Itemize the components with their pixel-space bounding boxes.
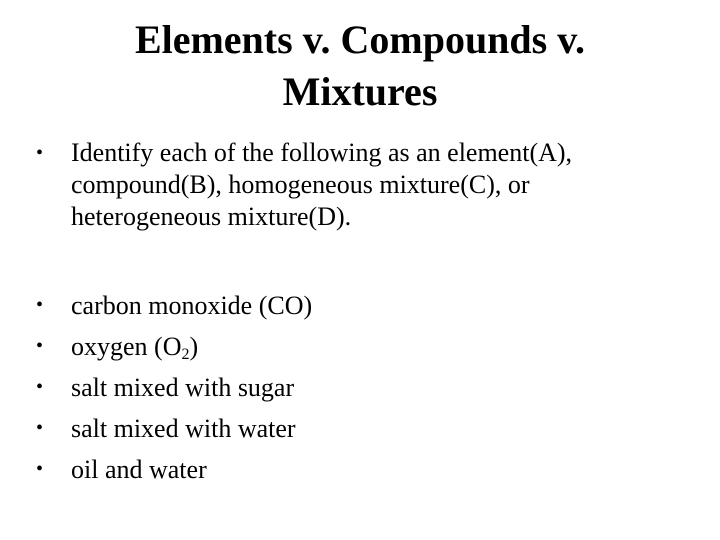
slide-title xyxy=(40,14,680,118)
list-item xyxy=(34,285,684,326)
list-item-text-before-subscript: oxygen (O xyxy=(71,332,182,361)
instruction-bullet xyxy=(34,137,684,233)
list-item-text-after-subscript: ) xyxy=(189,332,199,361)
list-item xyxy=(34,408,684,449)
list-item-text xyxy=(71,326,684,367)
bullet-icon: • xyxy=(36,335,44,357)
slide-title-line-1: Elements v. Compounds v. xyxy=(134,17,586,62)
substance-list xyxy=(34,285,684,490)
list-item xyxy=(34,326,684,367)
list-item-text: salt mixed with water xyxy=(71,414,296,443)
bullet-icon: • xyxy=(36,458,44,480)
bullet-icon: • xyxy=(36,376,44,398)
instruction-text: Identify each of the following as an element(A), compound(B), homogeneous mixture(C), or heterogeneous mixture(D). xyxy=(71,138,573,231)
list-item-text: salt mixed with sugar xyxy=(71,373,295,402)
slide-title-line-2: Mixtures xyxy=(282,69,438,114)
list-item-text: carbon monoxide (CO) xyxy=(71,291,313,320)
subscript-number: 2 xyxy=(181,346,190,363)
bullet-icon: • xyxy=(36,417,44,439)
list-item xyxy=(34,449,684,490)
bullet-icon: • xyxy=(36,142,44,164)
bullet-icon: • xyxy=(36,294,44,316)
list-item-text: oil and water xyxy=(71,455,207,484)
list-item xyxy=(34,367,684,408)
